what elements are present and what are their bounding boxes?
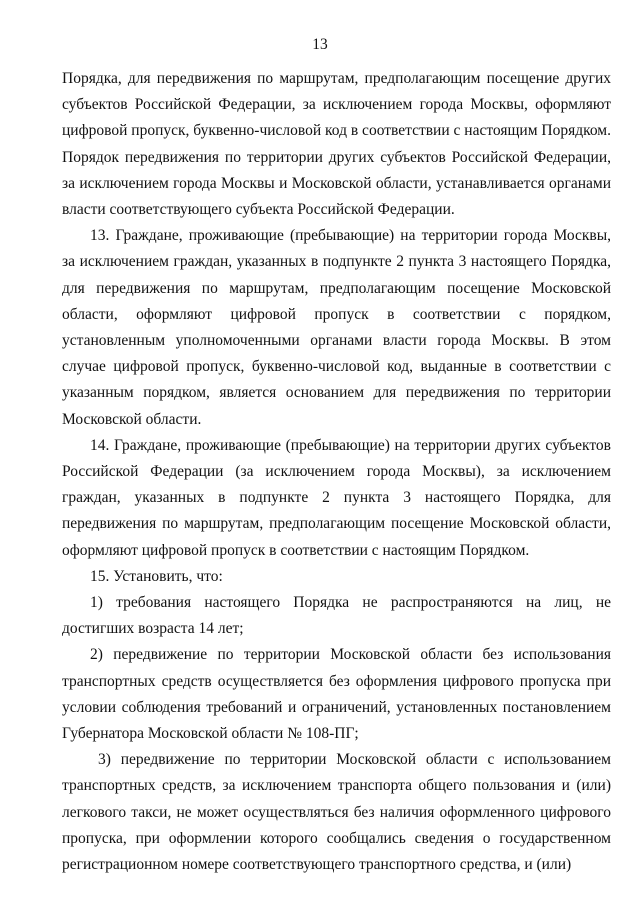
paragraph-continuation: Порядка, для передвижения по маршрутам, предполагающим посещение других субъектов Российской Федерации, за исключением города Москвы, оформляют цифровой пропуск, буквенно-числовой код в соответствии с настоящим Порядком. Порядок передвижения по территории других субъектов Российской Федерации, за исключением города Москвы и Московской области, устанавливается органами власти соответствующего субъекта Российской Федерации. <box>62 70 611 219</box>
paragraph-item-13: 13. Граждане, проживающие (пребывающие) на территории города Москвы, за исключением граждан, указанных в подпункте 2 пункта 3 настоящего Порядка, для передвижения по маршрутам, предполагающим посещение Московской области, оформляют цифровой пропуск в соответствии с порядком, установленным уполномоченными органами власти города Москвы. В этом случае цифровой пропуск, буквенно-числовой код, выданные в соответствии с указанным порядком, является основанием для передвижения по территории Московской области. <box>62 227 611 428</box>
document-body <box>62 66 611 878</box>
paragraph-subitem-1: 1) требования настоящего Порядка не распространяются на лиц, не достигших возраста 14 лет; <box>62 594 611 638</box>
paragraph-item-15: 15. Установить, что: <box>90 567 223 585</box>
paragraph-item-14: 14. Граждане, проживающие (пребывающие) на территории других субъектов Российской Федерации (за исключением города Москвы), за исключением граждан, указанных в подпункте 2 пункта 3 настоящего Порядка, для передвижения по маршрутам, предполагающим посещение Московской области, оформляют цифровой пропуск в соответствии с настоящим Порядком. <box>62 436 611 559</box>
paragraph-subitem-3: 3) передвижение по территории Московской области с использованием транспортных средств, за исключением транспорта общего пользования и (или) легкового такси, не может осуществляться без наличия оформленного цифрового пропуска, при оформлении которого сообщались сведения о государственном регистрационном номере соответствующего транспортного средства, и (или) <box>62 751 611 874</box>
paragraph-subitem-2: 2) передвижение по территории Московской области без использования транспортных средств осуществляется без оформления цифрового пропуска при условии соблюдения требований и ограничений, установленных постановлением Губернатора Московской области № 108-ПГ; <box>62 646 611 743</box>
page-number: 13 <box>312 36 328 53</box>
